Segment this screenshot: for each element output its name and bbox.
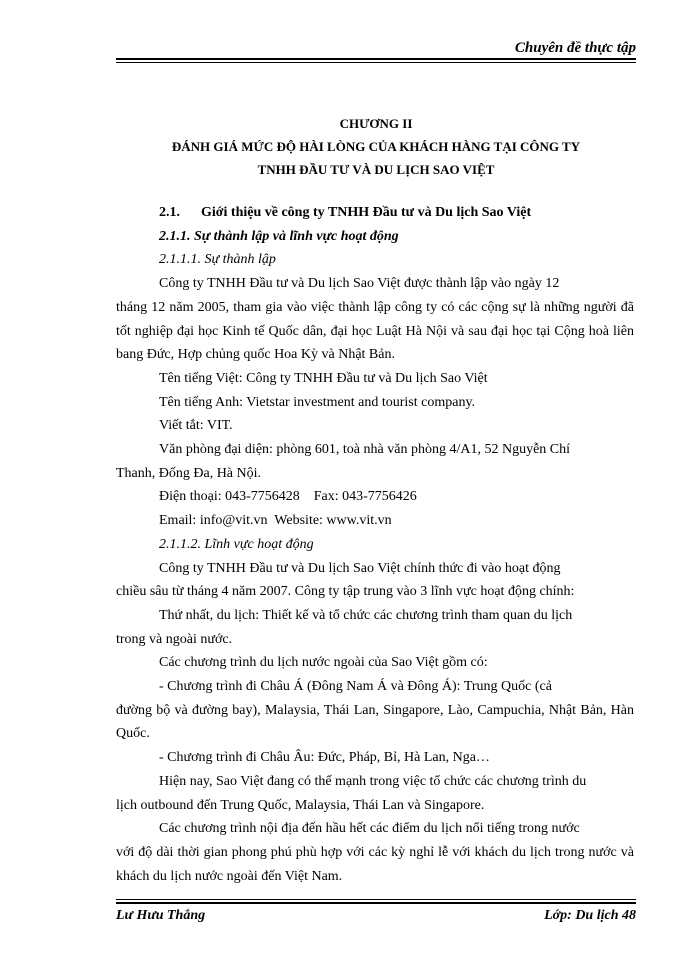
subsection-heading: 2.1.1. Sự thành lập và lĩnh vực hoạt động	[159, 228, 399, 244]
header-rule	[116, 58, 636, 60]
paragraph-6-cont: với độ dài thời gian phong phú phù hợp với các kỳ nghỉ lễ với khách du lịch trong nước và khách du lịch nước ngoài đến Việt Nam.	[116, 844, 634, 884]
section-title: Giới thiệu về công ty TNHH Đầu tư và Du lịch Sao Việt	[201, 205, 532, 220]
office-address	[159, 438, 634, 462]
section-number: 2.1.	[159, 205, 180, 220]
bullet-1-line1: - Chương trình đi Châu Á (Đông Nam Á và Đông Á): Trung Quốc (cả	[159, 679, 552, 695]
bullet-2: - Chương trình đi Châu Âu: Đức, Pháp, Bỉ, Hà Lan, Nga…	[159, 750, 490, 766]
paragraph-2-line1: Công ty TNHH Đầu tư và Du lịch Sao Việt chính thức đi vào hoạt động	[159, 560, 561, 576]
paragraph-3	[159, 604, 634, 628]
paragraph-6	[159, 817, 634, 841]
office-address-line1: Văn phòng đại diện: phòng 601, toà nhà văn phòng 4/A1, 52 Nguyễn Chí	[159, 442, 571, 458]
paragraph-3-line1: Thứ nhất, du lịch: Thiết kế và tổ chức các chương trình tham quan du lịch	[159, 607, 573, 623]
footer-rule	[116, 902, 636, 904]
document-body	[116, 201, 634, 888]
footer-class: Lớp: Du lịch 48	[544, 908, 636, 923]
paragraph-1	[159, 272, 634, 296]
paragraph-2-cont: chiều sâu từ tháng 4 năm 2007. Công ty tập trung vào 3 lĩnh vực hoạt động chính:	[116, 584, 575, 600]
subsubsection-heading-1: 2.1.1.1. Sự thành lập	[159, 252, 276, 268]
bullet-1	[159, 675, 634, 699]
office-address-cont: Thanh, Đống Đa, Hà Nội.	[116, 465, 262, 481]
paragraph-5-line1: Hiện nay, Sao Việt đang có thế mạnh trong việc tổ chức các chương trình du	[159, 773, 587, 789]
header-rule-thin	[116, 62, 636, 63]
paragraph-1-line1: Công ty TNHH Đầu tư và Du lịch Sao Việt được thành lập vào ngày 12	[159, 276, 560, 292]
paragraph-5-cont: lịch outbound đến Trung Quốc, Malaysia, Thái Lan và Singapore.	[116, 797, 485, 813]
paragraph-3-cont: trong và ngoài nước.	[116, 631, 233, 647]
chapter-title-line1: ĐÁNH GIÁ MỨC ĐỘ HÀI LÒNG CỦA KHÁCH HÀNG TẠI CÔNG TY	[171, 139, 581, 154]
paragraph-2	[159, 557, 634, 581]
paragraph-1-cont: tháng 12 năm 2005, tham gia vào việc thành lập công ty có các cộng sự là những người đã tốt nghiệp đại học Kinh tế Quốc dân, đại học Luật Hà Nội và sau đại học tại Cộng hoà liên bang Đức, Hợp chủng quốc Hoa Kỳ và Nhật Bản.	[116, 299, 634, 363]
subsubsection-heading-2: 2.1.1.2. Lĩnh vực hoạt động	[159, 536, 314, 552]
chapter-heading	[116, 112, 636, 181]
section-heading	[159, 201, 634, 225]
header-title: Chuyên đề thực tập	[514, 40, 636, 56]
chapter-title-line2: TNHH ĐẦU TƯ VÀ DU LỊCH SAO VIỆT	[257, 162, 495, 177]
paragraph-6-line1: Các chương trình nội địa đến hầu hết các điểm du lịch nổi tiếng trong nước	[159, 821, 580, 837]
footer-rule-thin	[116, 899, 636, 900]
name-vietnamese: Tên tiếng Việt: Công ty TNHH Đầu tư và Du lịch Sao Việt	[159, 370, 488, 386]
email-website: Email: info@vit.vn Website: www.vit.vn	[159, 513, 392, 529]
phone-fax: Điện thoại: 043-7756428 Fax: 043-7756426	[159, 489, 417, 505]
bullet-1-cont: đường bộ và đường bay), Malaysia, Thái Lan, Singapore, Lào, Campuchia, Nhật Bản, Hàn Quốc.	[116, 702, 634, 742]
footer-author: Lư Hưu Thắng	[116, 908, 206, 923]
paragraph-5	[159, 770, 634, 794]
name-english: Tên tiếng Anh: Vietstar investment and tourist company.	[159, 394, 476, 410]
paragraph-4: Các chương trình du lịch nước ngoài của Sao Việt gồm có:	[159, 655, 488, 671]
chapter-label: CHƯƠNG II	[339, 116, 413, 131]
abbreviation: Viết tắt: VIT.	[159, 418, 233, 434]
